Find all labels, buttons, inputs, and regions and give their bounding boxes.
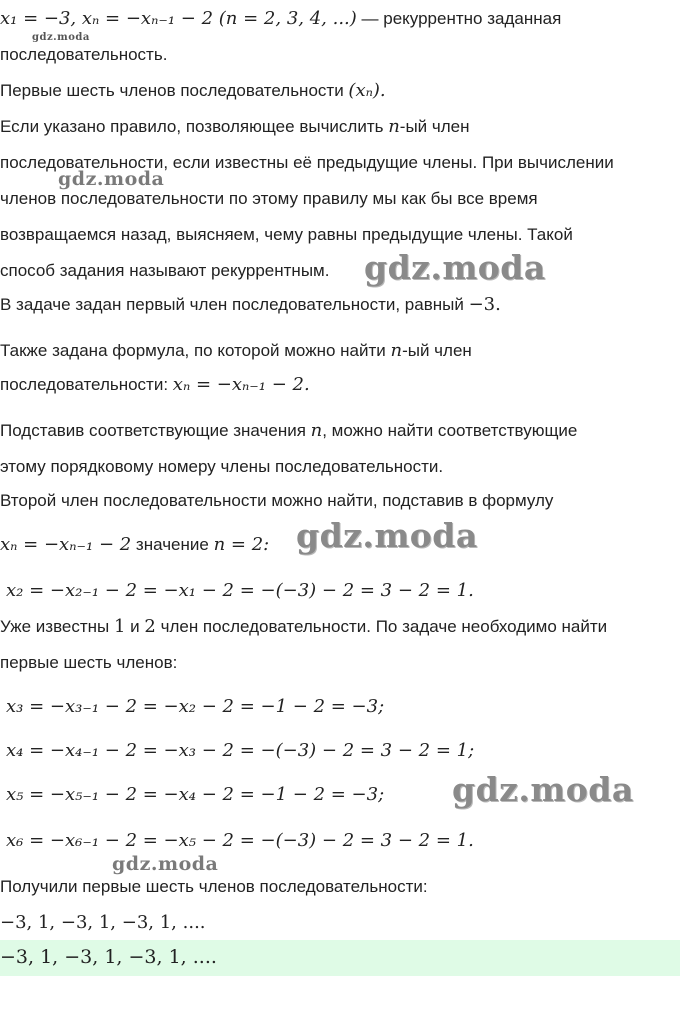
condition-line-2: [0, 44, 167, 66]
equation-x3: x₃ = −x₃₋₁ − 2 = −x₂ − 2 = −1 − 2 = −3;: [6, 696, 385, 717]
explanation-text: последовательности, если известны её предыдущие члены. При вычислении: [0, 153, 614, 172]
formula-var: n: [390, 340, 403, 361]
substitution-line-2: [0, 456, 443, 478]
formula-text: -ый член: [402, 341, 472, 360]
task-line: [0, 80, 386, 102]
sequence-terms: −3, 1, −3, 1, −3, 1, ....: [0, 912, 206, 933]
first-term-text: В задаче задан первый член последовательности, равный: [0, 295, 469, 314]
watermark-logo: gdz.moda: [364, 248, 546, 287]
explanation-line-1: [0, 116, 470, 138]
second-term-text: значение: [131, 535, 214, 554]
first-term-line: [0, 294, 501, 316]
term-index-1: 1: [114, 616, 126, 637]
recurrence-formula: xₙ = −xₙ₋₁ − 2.: [172, 374, 310, 395]
watermark-logo: gdz.moda: [32, 32, 90, 43]
explanation-line-3: [0, 188, 538, 210]
watermark-logo: gdz.moda: [452, 770, 634, 809]
watermark-logo: gdz.moda: [58, 168, 165, 190]
condition-line: [0, 8, 561, 30]
explanation-text: Если указано правило, позволяющее вычислить: [0, 117, 389, 136]
answer-text: −3, 1, −3, 1, −3, 1, ....: [0, 946, 217, 968]
answer-box: [0, 940, 680, 976]
second-term-formula-line: [0, 534, 269, 556]
result-text: Получили первые шесть членов последовательности:: [0, 877, 428, 896]
formula-line-2: [0, 374, 310, 396]
six-terms-line: [0, 652, 177, 674]
term-index-2: 2: [144, 616, 156, 637]
substitution-line-1: [0, 420, 577, 442]
six-terms-text: первые шесть членов:: [0, 653, 178, 672]
equation-x4: x₄ = −x₄₋₁ − 2 = −x₃ − 2 = −(−3) − 2 = 3 − 2 = 1;: [6, 740, 475, 761]
known-terms-text: член последовательности. По задаче необходимо найти: [155, 617, 608, 636]
equation-x5: x₅ = −x₅₋₁ − 2 = −x₄ − 2 = −1 − 2 = −3;: [6, 784, 385, 805]
second-term-intro: [0, 490, 553, 512]
known-terms-text: и: [125, 617, 145, 636]
substitution-text: , можно найти соответствующие: [322, 421, 578, 440]
first-term-value: −3.: [468, 294, 501, 315]
explanation-var: n: [388, 116, 400, 137]
substitution-text: этому порядковому номеру члены последовательности.: [0, 457, 444, 476]
known-terms-line: [0, 616, 607, 638]
result-line: [0, 876, 428, 898]
condition-text-2: последовательность.: [0, 45, 168, 64]
n-equals-2: n = 2:: [213, 534, 270, 555]
known-terms-text: Уже известны: [0, 617, 114, 636]
watermark-logo: gdz.moda: [112, 853, 219, 875]
explanation-text: возвращаемся назад, выясняем, чему равны предыдущие члены. Такой: [0, 225, 573, 244]
equation-x6: x₆ = −x₆₋₁ − 2 = −x₅ − 2 = −(−3) − 2 = 3 − 2 = 1.: [6, 830, 474, 851]
explanation-text: членов последовательности по этому правилу мы как бы все время: [0, 189, 538, 208]
condition-text: — рекуррентно заданная: [356, 9, 562, 28]
explanation-line-4: [0, 224, 573, 246]
formula-text: Также задана формула, по которой можно найти: [0, 341, 391, 360]
explanation-text: способ задания называют рекуррентным.: [0, 261, 330, 280]
condition-formula: x₁ = −3, xₙ = −xₙ₋₁ − 2 (n = 2, 3, 4, ...): [0, 8, 357, 29]
formula-line-1: [0, 340, 472, 362]
task-text: Первые шесть членов последовательности: [0, 81, 349, 100]
second-term-text: Второй член последовательности можно найти, подставив в формулу: [0, 491, 554, 510]
explanation-line-5: [0, 260, 329, 282]
watermark-logo: gdz.moda: [296, 516, 478, 555]
substitution-var: n: [310, 420, 323, 441]
explanation-text: -ый член: [399, 117, 470, 136]
recurrence-formula: xₙ = −xₙ₋₁ − 2: [0, 534, 132, 555]
equation-x2: x₂ = −x₂₋₁ − 2 = −x₁ − 2 = −(−3) − 2 = 3 − 2 = 1.: [6, 580, 474, 601]
substitution-text: Подставив соответствующие значения: [0, 421, 311, 440]
task-formula: (xₙ).: [348, 80, 386, 101]
formula-text: последовательности:: [0, 375, 173, 394]
